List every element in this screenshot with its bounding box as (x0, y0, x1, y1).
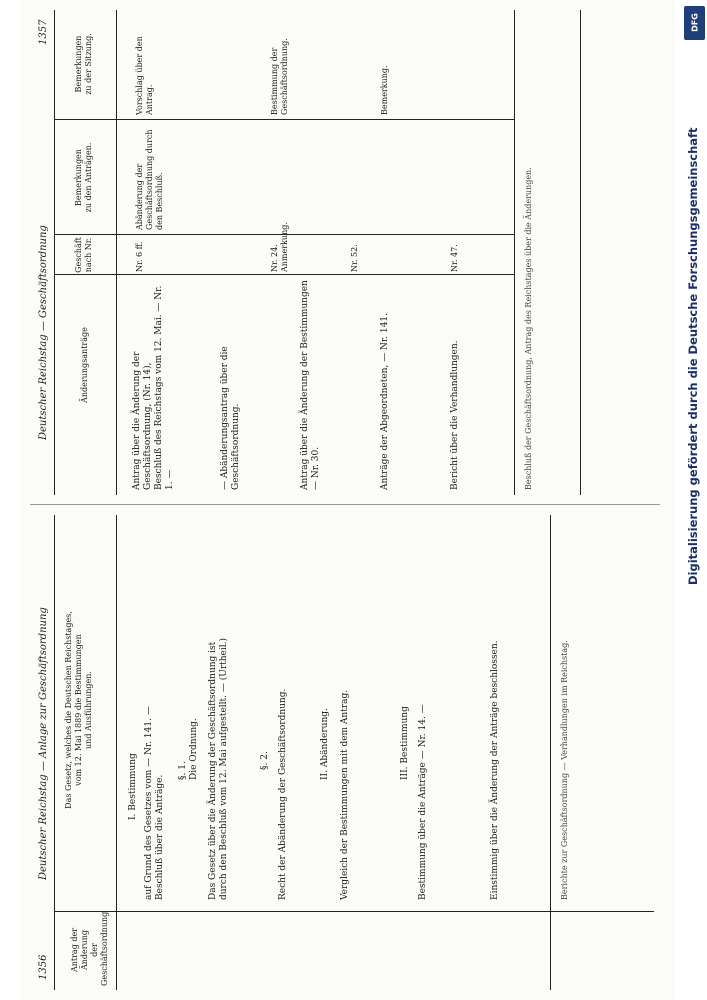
left-page-number: 1356 (38, 954, 49, 980)
right-entry-1: Antrag über die Änderung der Geschäftsordnung, (Nr. 14), Beschluß des Reichstags vom 12. Mai. — Nr. 1. — (132, 285, 175, 490)
right-col-header-4: Bemerkungen zu der Sitzung. (74, 33, 93, 95)
right-running-head: Deutscher Reichstag — Geschäftsordnung (38, 225, 49, 440)
scanned-page (20, 0, 675, 1000)
left-entry-5: §. 2. (260, 751, 270, 770)
right-col-header-3: Bemerkungen zu den Anträgen. (74, 142, 93, 213)
left-entry-3: §. 1. Die Ordnung. (178, 718, 199, 780)
left-col-header-2: Das Gesetz, welches die Deutschen Reichstages, vom 12. Mai 1889 die Bestimmungen und Ausführungen. (64, 611, 93, 809)
left-entry-7: II. Abänderung. (320, 708, 330, 780)
right-col-header-2: Geschäft nach Nr. (74, 237, 93, 273)
right-remark-4: Bemerkung. (380, 65, 389, 115)
right-entry-4: Anträge der Abgeordneten, — Nr. 141. (380, 312, 390, 490)
gutter (30, 504, 660, 505)
right-note-1: Nr. 6 ff. (135, 241, 144, 272)
right-remark-3: Bestimmung der Geschäftsordnung. (270, 38, 289, 115)
right-entry-3: Antrag über die Änderung der Bestimmungen — Nr. 30. (300, 277, 321, 490)
left-col-header-1: Antrag der Änderung der Geschäftsordnung (70, 911, 109, 986)
right-page-number: 1357 (38, 19, 49, 45)
right-remark-1: Abänderung der Geschäftsordnung durch den Beschluß. (135, 126, 164, 230)
left-running-head: Deutscher Reichstag — Anlage zur Geschäftsordnung (38, 607, 49, 880)
left-entry-9: III. Bestimmung (400, 706, 410, 780)
right-note-3: Nr. 52. (350, 244, 359, 272)
left-footer: Berichte zur Geschäftsordnung — Verhandlungen im Reichstag. (560, 640, 569, 900)
right-note-4: Nr. 47. (450, 244, 459, 272)
left-top-rule (54, 515, 55, 990)
dfg-logo-icon: DFG (684, 6, 705, 40)
left-entry-1: I. Bestimmung (128, 753, 138, 820)
left-entry-6: Recht der Abänderung der Geschäftsordnung. (278, 688, 288, 900)
right-bottom-rule (580, 10, 581, 495)
dfg-banner (682, 0, 707, 1000)
left-entry-11: Einstimmig über die Änderung der Anträge beschlossen. (490, 640, 500, 900)
left-header-rule (116, 515, 117, 990)
right-top-rule (54, 10, 55, 495)
right-header-rule (116, 10, 117, 495)
left-footer-rule (550, 515, 551, 990)
right-remark-2: Vorschlag über den Antrag. (135, 33, 154, 115)
left-entry-2: auf Grund des Gesetzes vom — Nr. 141. — Beschluß über die Anträge. (144, 706, 165, 900)
left-entry-10: Bestimmung über die Anträge — Nr. 14. — (418, 704, 428, 900)
right-col-divider-1 (54, 274, 514, 275)
right-entry-2: — Abänderungsantrag über die Geschäftsordnung. (220, 343, 241, 490)
left-entry-4: Das Gesetz über die Änderung der Geschäftsordnung ist durch den Beschluß vom 12. Mai aufgestellt. — (Urtheil.) (208, 637, 229, 900)
right-col-divider-3 (54, 119, 514, 120)
dfg-banner-text: Digitalisierung gefördert durch die Deutsche Forschungsgemeinschaft (686, 127, 700, 585)
right-col-header-1: Änderungsanträge (80, 327, 89, 403)
left-col-divider (54, 911, 654, 912)
left-entry-8: Vergleich der Bestimmungen mit dem Antrag. (340, 689, 350, 900)
right-note-2: Nr. 24. Anmerkung. (270, 222, 289, 272)
right-footer-rule (514, 10, 515, 495)
right-footer: Beschluß der Geschäftsordnung, Antrag des Reichstages über die Änderungen. (524, 167, 533, 490)
right-entry-5: Bericht über die Verhandlungen. (450, 340, 460, 490)
